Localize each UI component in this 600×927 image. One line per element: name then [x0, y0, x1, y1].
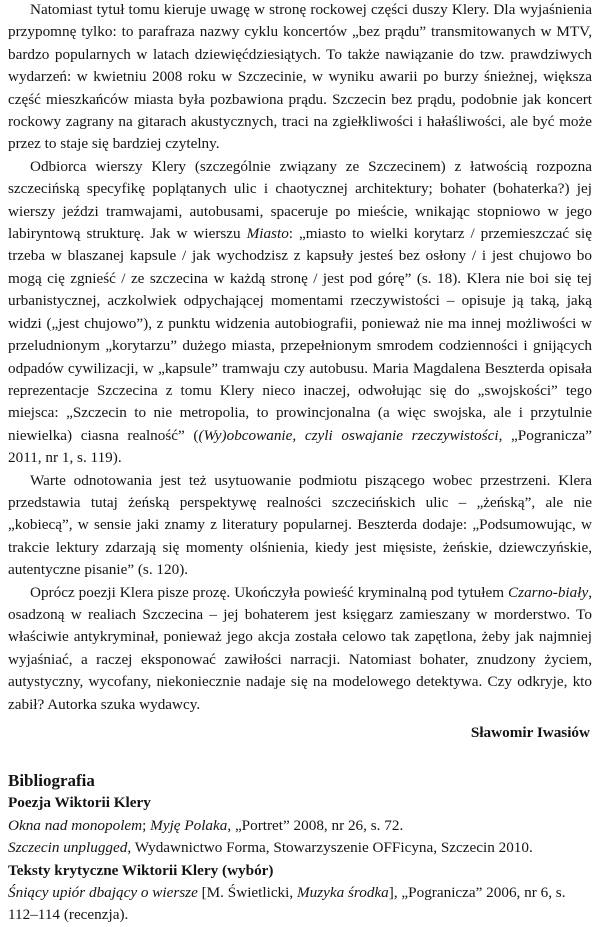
text-run: : „miasto to wielki korytarz / przemieszczać się trzeba w blaszanej kapsule / jak wychodzisz z kapsuły jesteś bez osłony / i jest chujowo bo mogą cię zgnieść / ze szczecina w każdą stronę / jest pod górę” (s. 18). Klera nie boi się tej urbanistycznej, aczkolwiek odpychającej momentami rzeczywistości – opisuje ją taką, jaką widzi („jest chujowo”), z punktu widzenia autobiografii, ponieważ nie ma innej możliwości w przeludnionym „korytarzu” dużego miasta, przepełnionym smrodem codzienności i gnijących odpadów cywilizacji, w „kapsule” tramwaju czy autobusu. Maria Magdalena Beszterda opisała reprezentacje Szczecina z tomu Klery nieco inaczej, odwołując się do „swojskości” tego miejsca: „Szczecin to nie metropolia, to prowincjonalna (a więc swojska, ale i przytulnie niewielka) ciasna realność” (	[8, 225, 592, 444]
text-run: , „Pogranicza” 2011, nr 1, s. 119).	[8, 426, 592, 467]
text-run: Odbiorca wierszy Klery (szczególnie związany ze Szczecinem) z łatwością rozpozna szczecińską specyfikę poplątanych ulic i chaotycznej architektury; bohater (bohaterka?) jej wierszy jeździ tramwajami, autobusami, spaceruje po mieście, wnikając stopniowo w jego labiryntową strukturę. Jak w wierszu	[8, 157, 592, 243]
text-run: ;	[142, 816, 151, 834]
article-body	[8, 0, 592, 716]
text-run: Natomiast tytuł tomu kieruje uwagę w stronę rockowej części duszy Klery. Dla wyjaśnienia przypomnę tylko: to parafraza nazwy cyklu koncertów „bez prądu” transmitowanych w MTV, bardzo popularnych w latach dziewięćdziesiątych. To także nawiązanie do tzw. prawdziwych wydarzeń: w kwietniu 2008 roku w Szczecinie, w wyniku awarii po burzy śnieżnej, większa część mieszkańców miasta była pozbawiona prądu. Szczecin bez prądu, podobnie jak koncert rockowy zagrany na gitarach akustycznych, traci na zgiełkliwości i hałaśliwości, ale być może przez to staje się bardziej czytelny.	[8, 1, 592, 153]
bibliography-subheading: Teksty krytyczne Wiktorii Klery (wybór)	[8, 861, 274, 879]
paragraph	[8, 582, 592, 716]
text-run: [M. Świetlicki,	[197, 884, 297, 902]
bibliography-subheading: Poezja Wiktorii Klery	[8, 794, 151, 812]
bibliography-entry	[8, 882, 592, 927]
italic-text: Okna nad monopolem	[8, 816, 143, 834]
paragraph	[8, 470, 592, 582]
italic-text: Czarno-biały	[508, 583, 589, 601]
paragraph	[8, 156, 592, 470]
bibliography-entry	[8, 815, 592, 837]
paragraph	[8, 0, 592, 156]
text-run: Oprócz poezji Klera pisze prozę. Ukończyła powieść kryminalną pod tytułem	[30, 583, 509, 601]
italic-text: Szczecin unplugged	[8, 839, 128, 857]
text-run: , „Portret” 2008, nr 26, s. 72.	[227, 816, 404, 834]
italic-text: Miasto	[246, 225, 289, 243]
bibliography-heading: Bibliografia	[8, 771, 95, 791]
text-run: , osadzoną w realiach Szczecina – jej bohaterem jest księgarz zamieszany w morderstwo. To właściwie antykryminał, ponieważ jego akcja została celowo tak zapętlona, żeby jak najmniej wyjaśniać, a raczej eksponować zawiłości narracji. Natomiast bohater, znudzony życiem, autystyczny, wycofany, niekoniecznie nadaje się na modelowego detektywa. Czy odkryje, kto zabił? Autorka szuka wydawcy.	[8, 583, 592, 713]
text-run: , Wydawnictwo Forma, Stowarzyszenie OFFicyna, Szczecin 2010.	[127, 839, 533, 857]
bibliography-section	[8, 770, 592, 926]
author-signature: Sławomir Iwasiów	[470, 724, 590, 741]
text-run: Warte odnotowania jest też usytuowanie podmiotu piszącego wobec przestrzeni. Klera przedstawia tutaj żeńską perspektywę realności szczecińskich ulic – „żeńską”, ale nie „kobiecą”, w sensie jaki znamy z literatury popularnej. Beszterda dodaje: „Podsumowując, w trakcie lektury zdarzają się momenty olśnienia, kiedy jest mięsiste, żeńskie, dziewczyńskie, autentyczne pisanie” (s. 120).	[8, 471, 592, 579]
italic-text: (Wy)obcowanie, czyli oswajanie rzeczywistości	[198, 426, 499, 444]
italic-text: Muzyka środka	[296, 884, 389, 902]
bibliography-entry	[8, 837, 592, 859]
italic-text: Śniący upiór dbający o wiersze	[8, 884, 198, 902]
text-run: ], „Pogranicza” 2006, nr 6, s. 112–114 (recenzja).	[8, 884, 566, 924]
italic-text: Myję Polaka	[150, 816, 228, 834]
